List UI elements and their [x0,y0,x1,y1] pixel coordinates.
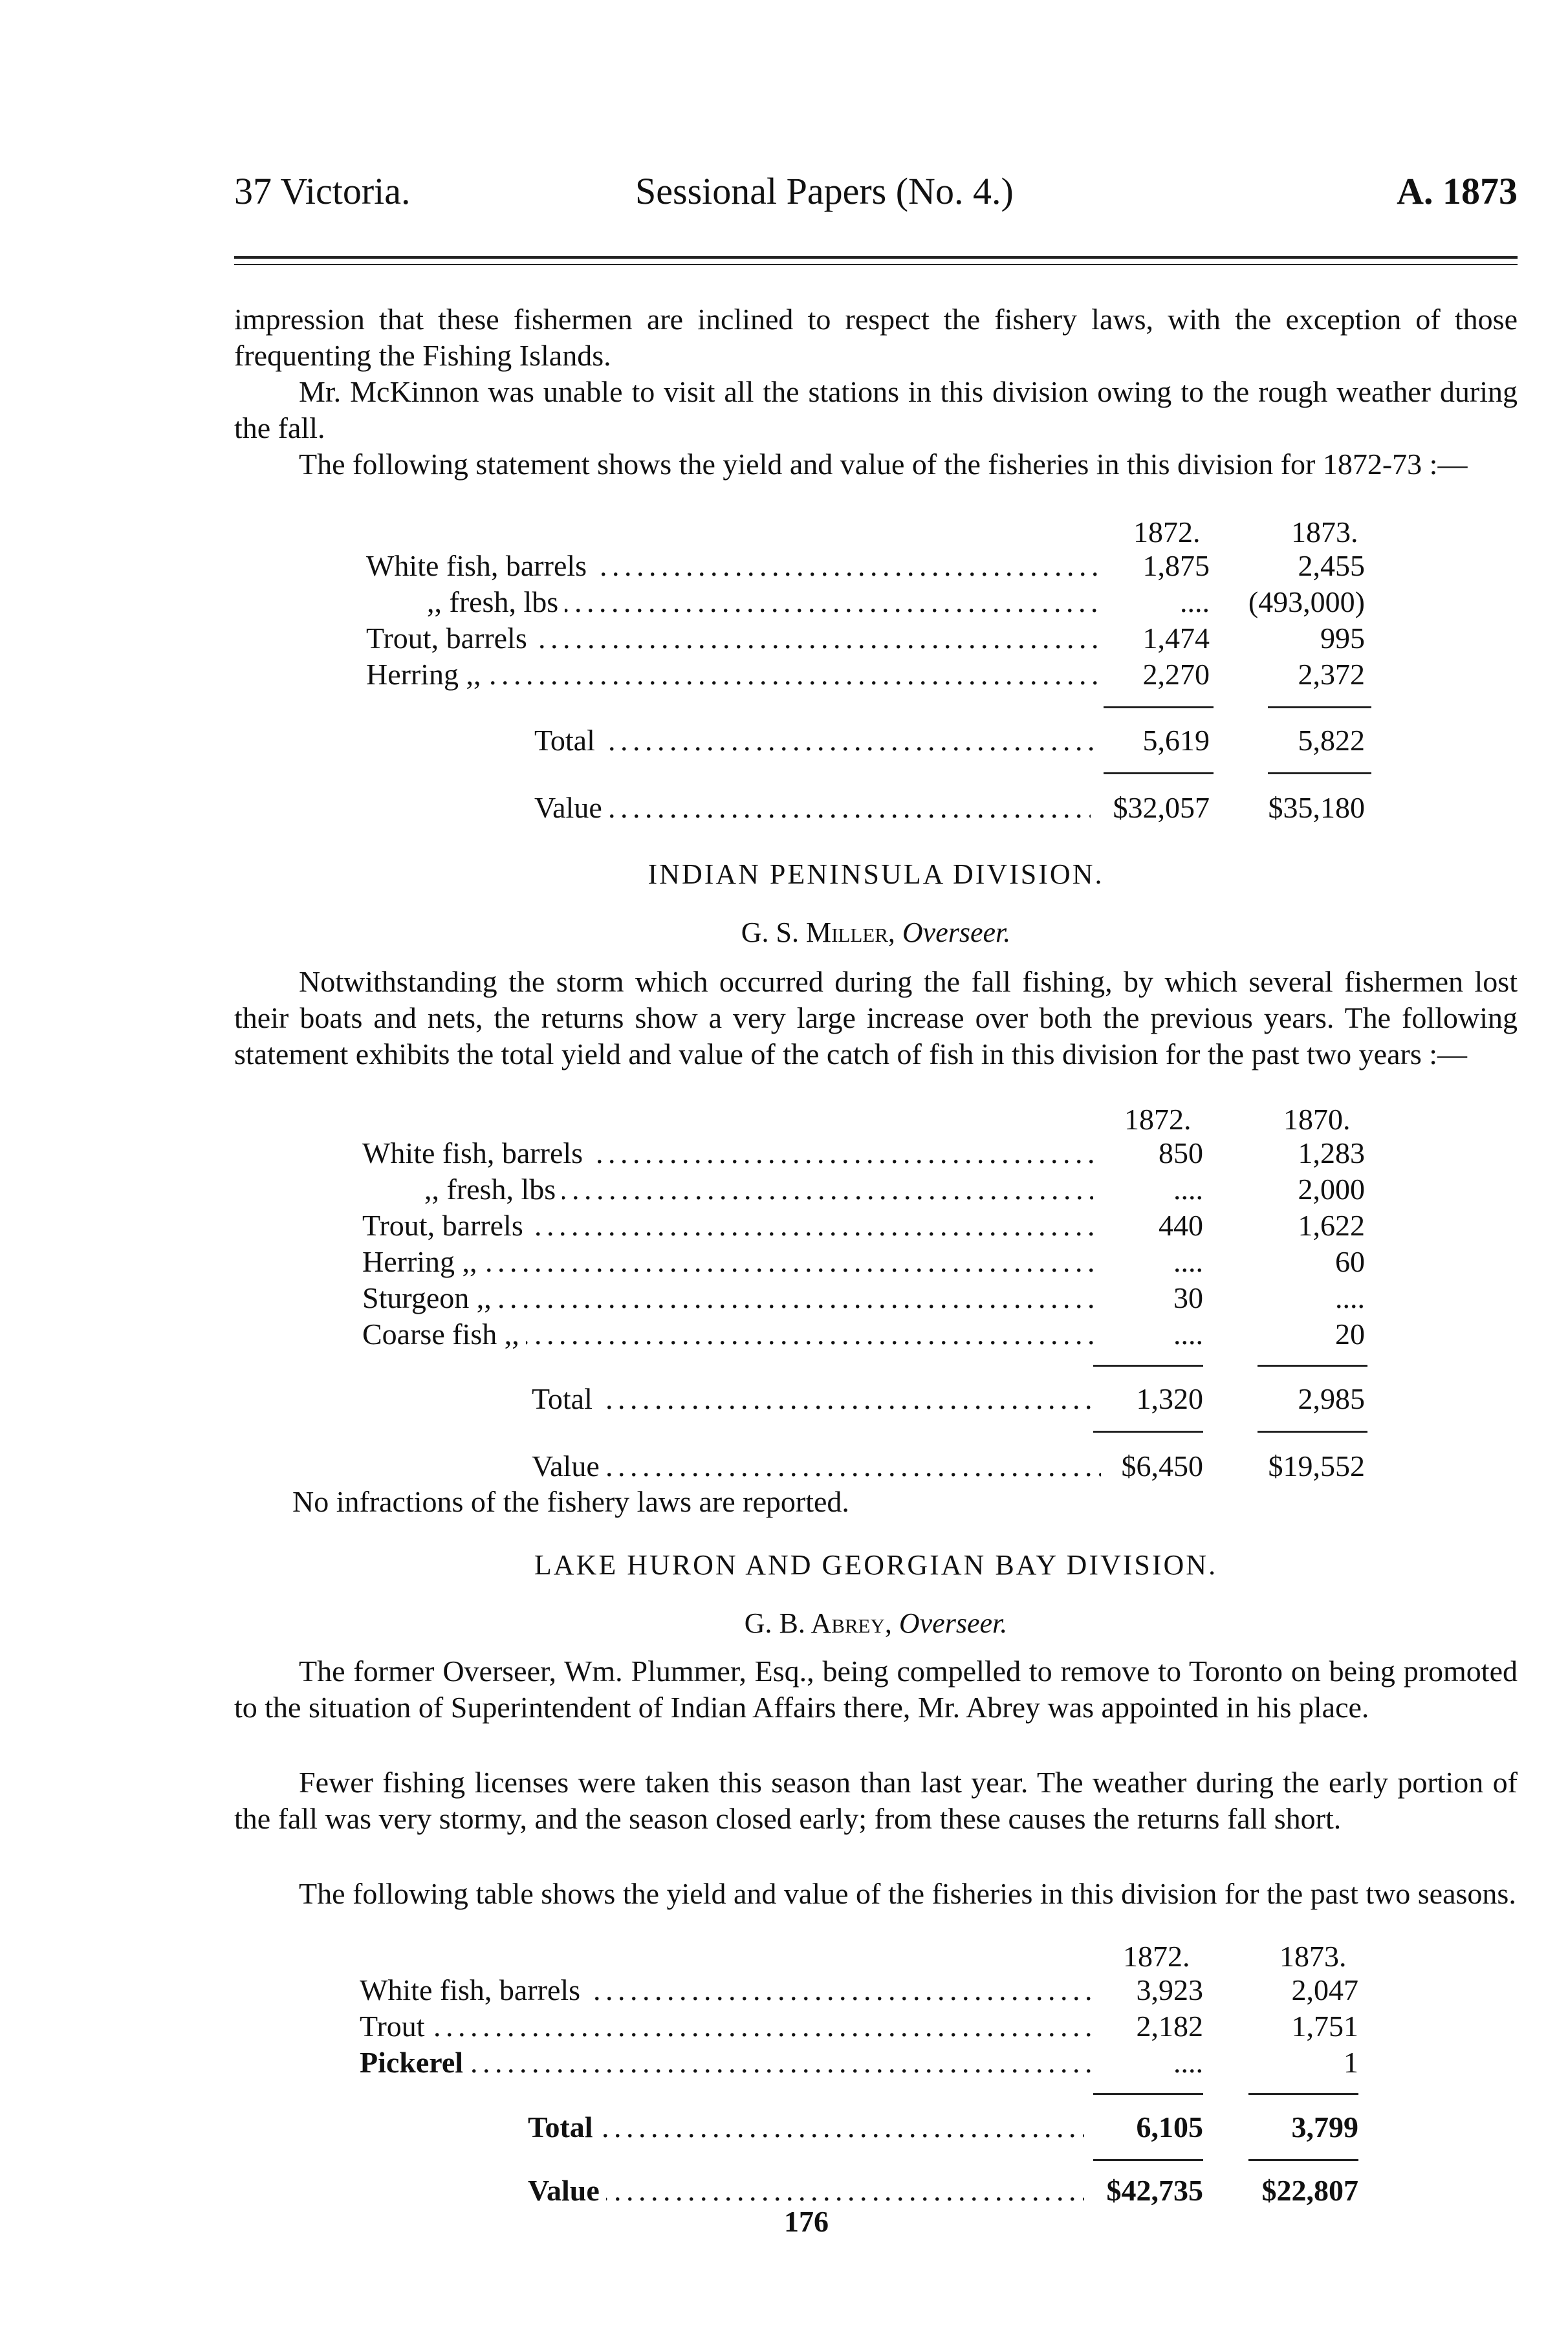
intro-paragraph-2: Mr. McKinnon was unable to visit all the stations in this division owing to the rough weather during the fall. [234,375,1518,444]
table-row [0,2045,1568,2081]
total-label: Total [532,1382,599,1416]
cell-1870: 60 [1335,1245,1365,1278]
cell-1870: 1,622 [1298,1209,1365,1242]
cell-1872: 1,474 [1142,622,1210,655]
row-label: White fish, barrels [366,548,593,583]
intro-paragraph-3: The following statement shows the yield and value of the fisheries in this division for 1872-73 :— [299,448,1468,481]
sum-rule [1104,772,1214,774]
leader-dots [528,2110,1084,2146]
table-total-row [0,1382,1568,1418]
sum-rule [1268,706,1371,708]
page-number: 176 [784,2205,829,2238]
table-row [0,2009,1568,2045]
table2-year-a: 1872. [1124,1103,1192,1136]
cell-1872: .... [1180,585,1210,618]
overseer-title: Overseer. [898,1607,1008,1639]
table2-year-b: 1870. [1283,1103,1351,1136]
total-1872: 6,105 [1136,2111,1203,2144]
row-label: Herring ,, [366,657,488,691]
total-1873: 3,799 [1291,2111,1358,2144]
table-row [0,1172,1568,1208]
section-heading-indian-peninsula: INDIAN PENINSULA DIVISION. [648,858,1104,890]
sum-rule [1093,2159,1203,2161]
overseer-line [234,916,1518,949]
sum-rule [1258,1365,1367,1367]
cell-1872: 2,182 [1136,2010,1203,2043]
huron-paragraph-3: The following table shows the yield and value of the fisheries in this division for the past two seasons. [299,1877,1516,1910]
cell-1873: 1,751 [1291,2010,1358,2043]
table-row [0,1136,1568,1172]
total-label: Total [534,723,602,757]
table-row [0,1281,1568,1317]
row-label: Coarse fish ,, [362,1317,526,1351]
table-row [0,1317,1568,1353]
row-label: Trout [360,2009,431,2043]
cell-1873: (493,000) [1248,585,1365,618]
table-row [0,585,1568,621]
value-1870: $19,552 [1268,1450,1365,1482]
cell-1872: 850 [1159,1136,1203,1169]
value-1873: $35,180 [1268,791,1365,824]
cell-1872: .... [1173,1173,1203,1206]
huron-paragraph-1: The former Overseer, Wm. Plummer, Esq., being compelled to remove to Toronto on being promoted to the situation of Superintendent of Indian Affairs there, Mr. Abrey was appointed in his place. [234,1655,1518,1724]
total-1872: 5,619 [1142,724,1210,757]
overseer-name: G. S. Miller, [741,917,895,948]
table-total-row [0,2110,1568,2146]
table-row [0,548,1568,585]
row-label: Sturgeon ,, [362,1281,498,1315]
header-rule-thin [234,264,1518,265]
total-1872: 1,320 [1136,1382,1203,1415]
table-value-row [0,790,1568,827]
overseer-title: Overseer. [902,917,1011,948]
row-label: ,, fresh, lbs [424,1172,562,1206]
sum-rule [1248,2093,1358,2095]
leader-dots [534,723,1100,759]
sum-rule [1258,1431,1367,1433]
table1-year-a: 1872. [1133,516,1201,548]
sum-rule [1104,706,1214,708]
table1-year-b: 1873. [1291,516,1358,548]
sum-rule [1248,2159,1358,2161]
value-1872: $32,057 [1113,791,1210,824]
table-value-row [0,2173,1568,2210]
sum-rule [1093,1365,1203,1367]
leader-dots [360,2009,1091,2045]
overseer-name: G. B. Abrey, [744,1607,892,1639]
cell-1872: .... [1173,1245,1203,1278]
sum-rule [1093,1431,1203,1433]
leader-dots [532,1449,1101,1485]
table-row [0,1208,1568,1244]
total-1870: 2,985 [1298,1382,1365,1415]
row-label: White fish, barrels [362,1136,589,1170]
header-rule [234,256,1518,259]
cell-1873: 2,047 [1291,1973,1358,2006]
cell-1872: 440 [1159,1209,1203,1242]
table-total-row [0,723,1568,759]
table-row [0,621,1568,657]
leader-dots [532,1382,1093,1418]
leader-dots [534,790,1091,827]
sum-rule [1268,772,1371,774]
cell-1872: 30 [1173,1281,1203,1314]
table3-year-b: 1873. [1279,1940,1347,1973]
total-label: Total [528,2110,600,2144]
section-heading-lake-huron: LAKE HURON AND GEORGIAN BAY DIVISION. [534,1549,1218,1581]
row-label: Herring ,, [362,1244,484,1279]
table3-year-a: 1872. [1123,1940,1190,1973]
cell-1872: 3,923 [1136,1973,1203,2006]
intro-paragraph-1: impression that these fishermen are inclined to respect the fishery laws, with the exception of those frequenting the Fishing Islands. [234,303,1518,372]
row-label: Pickerel [360,2045,470,2080]
cell-1870: 1,283 [1298,1136,1365,1169]
value-label: Value [534,790,609,825]
cell-1872: 1,875 [1142,549,1210,582]
header-title: Sessional Papers (No. 4.) [635,170,1014,212]
table-row [0,657,1568,693]
total-1873: 5,822 [1298,724,1365,757]
cell-1873: 995 [1320,622,1365,655]
value-1873: $22,807 [1261,2174,1358,2207]
row-label: Trout, barrels [362,1208,530,1243]
cell-1872: .... [1173,2046,1203,2079]
header-year: A. 1873 [1397,170,1518,212]
cell-1872: 2,270 [1142,658,1210,691]
indian-paragraph-1: Notwithstanding the storm which occurred during the fall fishing, by which several fishermen lost their boats and nets, the returns show a very large increase over both the previous years. The following statement exhibits the total yield and value of the catch of fish in this division for the past two years :— [234,965,1518,1070]
cell-1873: 2,372 [1298,658,1365,691]
table-row [0,1244,1568,1281]
value-label: Value [532,1449,606,1483]
row-label: ,, fresh, lbs [427,585,565,619]
value-1872: $42,735 [1106,2174,1203,2207]
huron-paragraph-2: Fewer fishing licenses were taken this season than last year. The weather during the early portion of the fall was very stormy, and the season closed early; from these causes the returns fall short. [234,1766,1518,1835]
row-label: White fish, barrels [360,1973,587,2007]
page-header [234,169,1518,221]
cell-1870: 20 [1335,1318,1365,1351]
cell-1870: 2,000 [1298,1173,1365,1206]
header-session: 37 Victoria. [234,170,411,212]
value-label: Value [528,2173,606,2208]
cell-1870: .... [1335,1281,1365,1314]
value-1872: $6,450 [1121,1450,1203,1482]
leader-dots [528,2173,1084,2210]
cell-1873: 2,455 [1298,549,1365,582]
table-row [0,1973,1568,2009]
cell-1873: 1 [1344,2046,1358,2079]
overseer-line [234,1607,1518,1640]
indian-note: No infractions of the fishery laws are reported. [292,1485,849,1518]
sum-rule [1093,2093,1203,2095]
cell-1872: .... [1173,1318,1203,1351]
table-value-row [0,1449,1568,1485]
row-label: Trout, barrels [366,621,534,655]
